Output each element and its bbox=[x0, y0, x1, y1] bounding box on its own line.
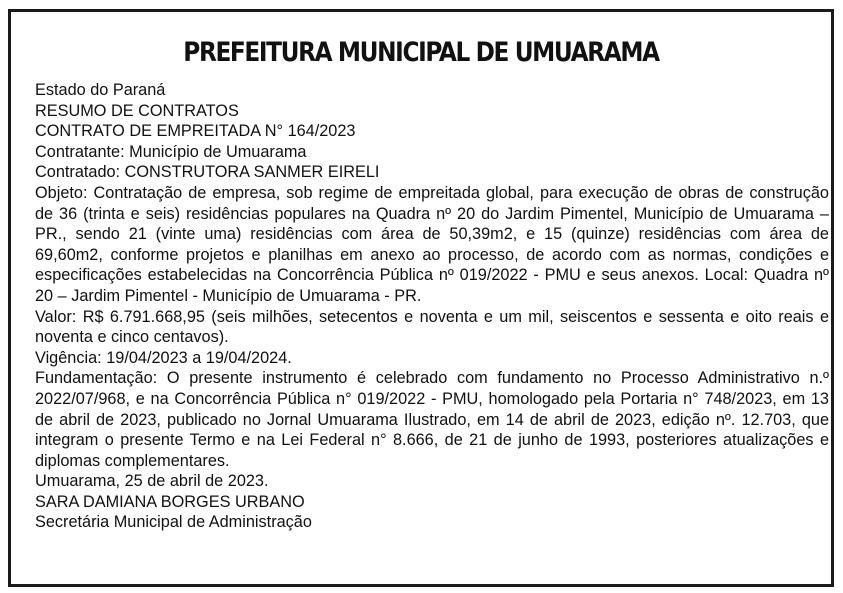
state-line: Estado do Paraná bbox=[35, 81, 166, 99]
value-paragraph: Valor: R$ 6.791.668,95 (seis milhões, setecentos e noventa e um mil, seiscentos e sessenta e oito reais e noventa e cinco centavos). bbox=[35, 307, 829, 347]
summary-heading: RESUMO DE CONTRATOS bbox=[35, 101, 239, 120]
validity-paragraph: Vigência: 19/04/2023 a 19/04/2024. bbox=[35, 348, 292, 367]
contracting-party: Contratante: Município de Umuarama bbox=[35, 142, 307, 161]
basis-paragraph: Fundamentação: O presente instrumento é celebrado com fundamento no Processo Administrativo n.º 2022/07/968, e na Concorrência Pública n° 019/2022 - PMU, homologado pela Portaria n° 748/2023, em 13 de abril de 2023, publicado no Jornal Umuarama Ilustrado, em 14 de abril de 2023, edição nº. 12.703, que integram o presente Termo e na Lei Federal n° 8.666, de 21 de junho de 1993, posteriores atualizações e diplomas complementares. bbox=[35, 369, 829, 470]
contract-number: CONTRATO DE EMPREITADA N° 164/2023 bbox=[35, 122, 356, 141]
notice-body bbox=[35, 80, 829, 533]
contracted-party: Contratado: CONSTRUTORA SANMER EIRELI bbox=[35, 163, 380, 182]
signatory-name: SARA DAMIANA BORGES URBANO bbox=[35, 492, 305, 511]
place-date: Umuarama, 25 de abril de 2023. bbox=[35, 472, 269, 491]
notice-title: PREFEITURA MUNICIPAL DE UMUARAMA bbox=[183, 37, 659, 68]
signatory-role: Secretária Municipal de Administração bbox=[35, 513, 312, 532]
notice-frame bbox=[8, 9, 834, 587]
object-paragraph: Objeto: Contratação de empresa, sob regime de empreitada global, para execução de obras de construção de 36 (trinta e seis) residências populares na Quadra nº 20 do Jardim Pimentel, Município de Umuarama – PR., sendo 21 (vinte uma) residências com área de 50,39m2, e 15 (quinze) residências com área de 69,60m2, conforme projetos e planilhas em anexo ao processo, de acordo com as normas, condições e especificações estabelecidas na Concorrência Pública nº 019/2022 - PMU e seus anexos. Local: Quadra nº 20 – Jardim Pimentel - Município de Umuarama - PR. bbox=[35, 183, 829, 305]
